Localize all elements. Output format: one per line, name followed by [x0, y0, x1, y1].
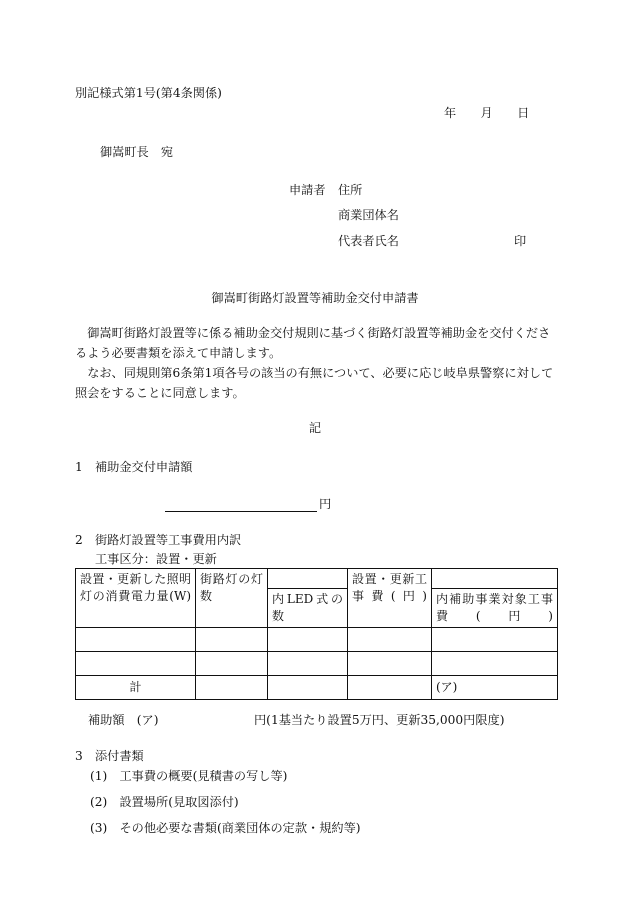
amount-unit: 円 — [319, 497, 332, 511]
paragraph-1: 御嵩町街路灯設置等に係る補助金交付規則に基づく街路灯設置等補助金を交付くださるよう必要書類を添えて申請します。 — [75, 326, 551, 360]
section-3-heading: 3 添付書類 — [75, 749, 144, 763]
amount-underline — [165, 497, 317, 512]
paragraph-2: なお、同規則第6条第1項各号の該当の有無について、必要に応じ岐阜県警察に対して照会をすることに同意します。 — [75, 366, 554, 400]
form-number: 別記様式第1号(第4条関係) — [75, 86, 222, 100]
date-line: 年 月 日 — [444, 106, 530, 120]
header-led: 内LED式の数 — [268, 589, 348, 628]
header-power: 設置・更新した照明灯の消費電力量(W) — [76, 569, 196, 628]
header-lights: 街路灯の灯数 — [196, 569, 268, 628]
ki-heading: 記 — [308, 421, 322, 435]
header-subsidy-cost: 内補助事業対象工事費(円) — [432, 589, 558, 628]
representative-label: 代表者氏名 — [338, 234, 399, 248]
amount-field — [165, 495, 331, 512]
section-1-heading: 1 補助金交付申請額 — [75, 460, 193, 474]
applicant-label: 申請者 — [289, 183, 326, 197]
address-label: 住所 — [338, 183, 363, 197]
cost-breakdown-table — [75, 568, 558, 700]
seal-mark: 印 — [514, 234, 527, 248]
subsidy-label: 補助額 (ア) — [88, 713, 159, 727]
attachment-item: (3) その他必要な書類(商業団体の定款・規約等) — [90, 821, 361, 835]
total-label: 計 — [76, 676, 196, 700]
header-cost: 設置・更新工事費(円) — [348, 569, 432, 628]
table-row — [76, 652, 558, 676]
table-row — [76, 628, 558, 652]
document-title: 御嵩町街路灯設置等補助金交付申請書 — [211, 291, 419, 305]
total-mark: (ア) — [432, 676, 558, 700]
section-2-heading: 2 街路灯設置等工事費用内訳 — [75, 533, 242, 547]
attachment-item: (2) 設置場所(見取図添付) — [90, 795, 239, 809]
attachment-item: (1) 工事費の概要(見積書の写し等) — [90, 769, 288, 783]
subsidy-note: 円(1基当たり設置5万円、更新35,000円限度) — [254, 713, 505, 727]
addressee: 御嵩町長 宛 — [100, 145, 174, 159]
total-row — [76, 676, 558, 700]
work-type: 工事区分：設置・更新 — [95, 552, 217, 566]
org-name-label: 商業団体名 — [338, 208, 399, 222]
